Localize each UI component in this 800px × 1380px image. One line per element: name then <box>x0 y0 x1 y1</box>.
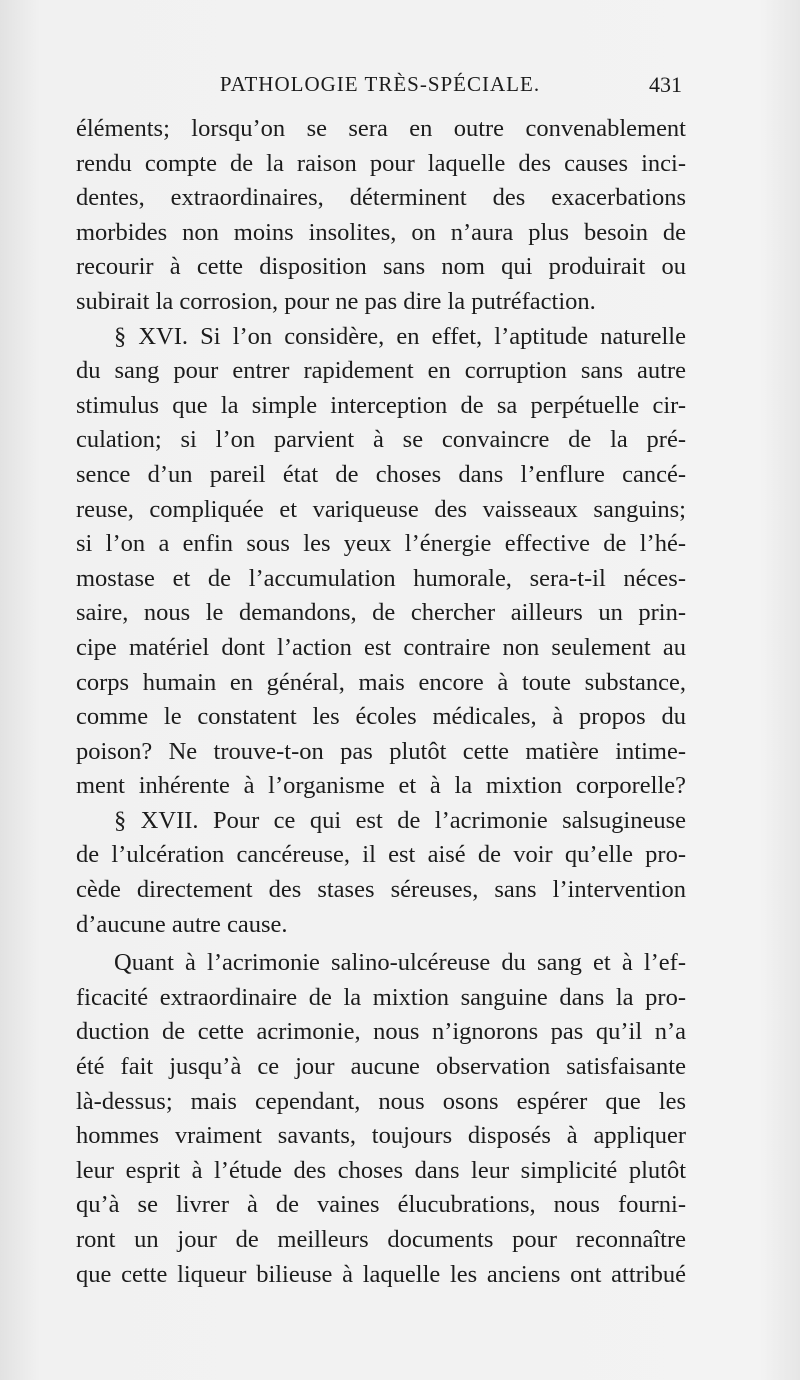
text-line: poison? Ne trouve-t-on pas plutôt cette matière intime- <box>76 737 686 765</box>
text-line: qu’à se livrer à de vaines élucubrations, nous fourni- <box>76 1191 686 1219</box>
text-line: que cette liqueur bilieuse à laquelle les anciens ont attribué <box>76 1260 686 1288</box>
text-line: leur esprit à l’étude des choses dans leur simplicité plutôt <box>76 1156 686 1184</box>
text-line: été fait jusqu’à ce jour aucune observation satisfaisante <box>76 1053 686 1081</box>
text-line: stimulus que la simple interception de sa perpétuelle cir- <box>76 391 686 419</box>
text-line: cède directement des stases séreuses, sans l’intervention <box>76 876 686 904</box>
text-line: corps humain en général, mais encore à toute substance, <box>76 668 686 696</box>
text-line: d’aucune autre cause. <box>76 910 288 938</box>
text-line: culation; si l’on parvient à se convaincre de la pré- <box>76 426 686 454</box>
text-line: reuse, compliquée et variqueuse des vaisseaux sanguins; <box>76 495 686 523</box>
text-line: si l’on a enfin sous les yeux l’énergie effective de l’hé- <box>76 530 686 558</box>
text-line: saire, nous le demandons, de chercher ailleurs un prin- <box>76 599 686 627</box>
text-line: ront un jour de meilleurs documents pour reconnaître <box>76 1226 686 1253</box>
text-line: rendu compte de la raison pour laquelle des causes inci- <box>76 149 686 177</box>
text-line: hommes vraiment savants, toujours disposés à appliquer <box>76 1122 686 1150</box>
paragraph-start-line: Quant à l’acrimonie salino-ulcéreuse du sang et à l’ef- <box>114 949 686 977</box>
text-line: duction de cette acrimonie, nous n’ignorons pas qu’il n’a <box>76 1018 686 1046</box>
text-line: là-dessus; mais cependant, nous osons espérer que les <box>76 1087 686 1115</box>
text-line: morbides non moins insolites, on n’aura plus besoin de <box>76 218 686 246</box>
text-line: dentes, extraordinaires, déterminent des exacerbations <box>76 184 686 212</box>
section-heading-line: § XVI. Si l’on considère, en effet, l’aptitude naturelle <box>114 322 686 350</box>
running-title: PATHOLOGIE TRÈS-SPÉCIALE. <box>219 72 541 96</box>
text-line: ficacité extraordinaire de la mixtion sanguine dans la pro- <box>76 983 686 1011</box>
text-line: subirait la corrosion, pour ne pas dire la putréfaction. <box>76 287 596 315</box>
running-head <box>78 66 682 102</box>
text-line: comme le constatent les écoles médicales, à propos du <box>76 703 686 731</box>
text-line: recourir à cette disposition sans nom qui produirait ou <box>76 253 686 281</box>
body-text <box>76 112 686 1292</box>
text-line: du sang pour entrer rapidement en corruption sans autre <box>76 357 686 385</box>
text-line: sence d’un pareil état de choses dans l’enflure cancé- <box>76 460 686 488</box>
page-number: 431 <box>649 72 682 97</box>
section-heading-line: § XVII. Pour ce qui est de l’acrimonie salsugineuse <box>114 806 686 834</box>
text-line: de l’ulcération cancéreuse, il est aisé de voir qu’elle pro- <box>76 841 686 869</box>
text-line: mostase et de l’accumulation humorale, sera-t-il néces- <box>76 564 686 592</box>
text-line: cipe matériel dont l’action est contraire non seulement au <box>76 633 686 661</box>
text-line: éléments; lorsqu’on se sera en outre convenablement <box>76 115 686 142</box>
text-line: ment inhérente à l’organisme et à la mixtion corporelle? <box>76 772 686 800</box>
